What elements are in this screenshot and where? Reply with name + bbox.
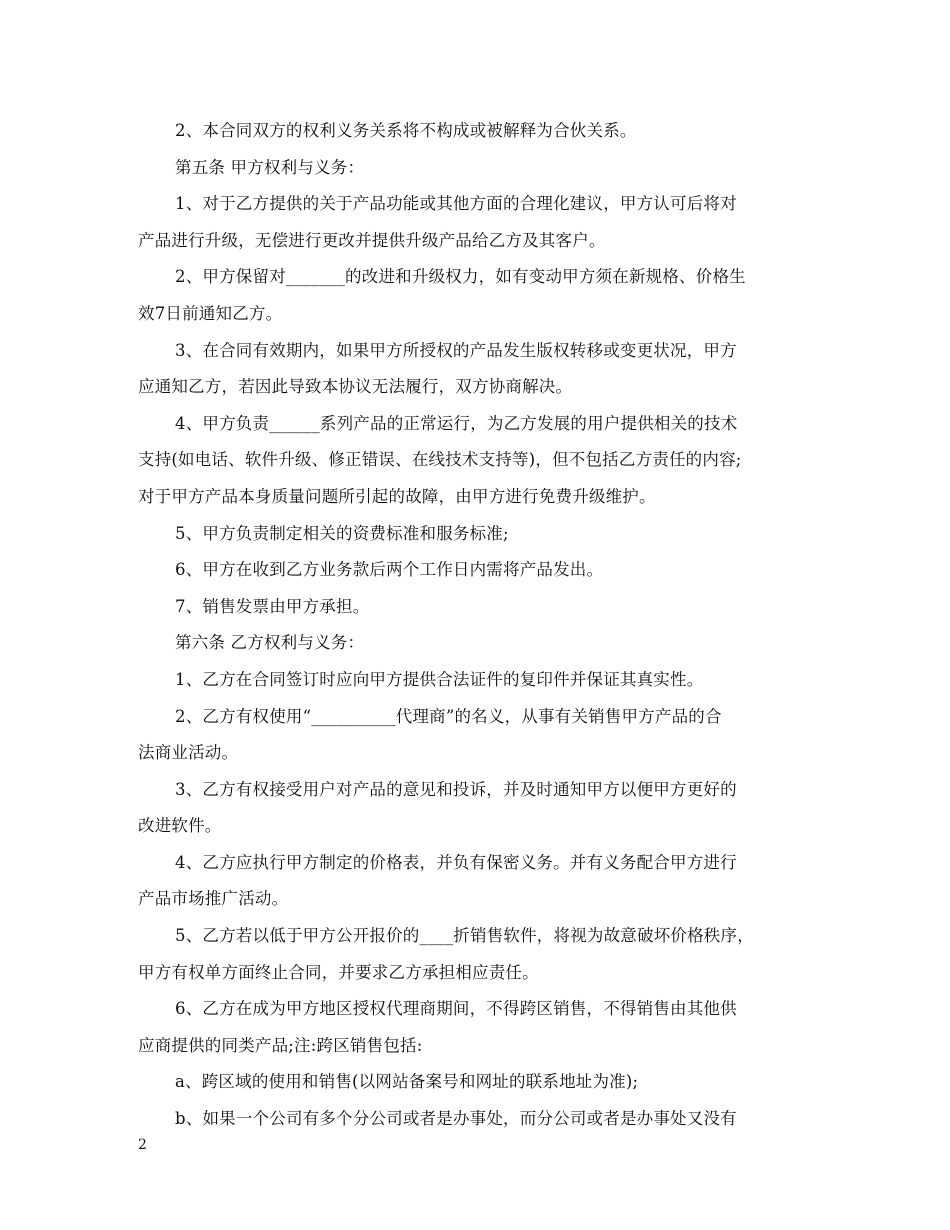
text-line: 2、甲方保留对_______的改进和升级权力，如有变动甲方须在新规格、价格生: [175, 267, 746, 287]
text-line: 2、乙方有权使用“__________代理商”的名义，从事有关销售甲方产品的合: [175, 706, 722, 726]
text-line: 产品进行升级，无偿进行更改并提供升级产品给乙方及其客户。: [138, 230, 606, 250]
text-line: 4、甲方负责______系列产品的正常运行，为乙方发展的用户提供相关的技术: [175, 413, 738, 433]
text-line: 6、乙方在成为甲方地区授权代理商期间，不得跨区销售，不得销售由其他供: [175, 999, 737, 1019]
text-line: 7、销售发票由甲方承担。: [175, 596, 370, 616]
text-line: a、跨区域的使用和销售(以网站备案号和网址的联系地址为准);: [175, 1072, 639, 1092]
text-line: 4、乙方应执行甲方制定的价格表，并负有保密义务。并有义务配合甲方进行: [175, 852, 737, 872]
text-line: 支持(如电话、软件升级、修正错误、在线技术支持等)，但不包括乙方责任的内容;: [138, 450, 742, 470]
text-line: 改进软件。: [138, 816, 222, 836]
text-line: 应商提供的同类产品;注:跨区销售包括:: [138, 1035, 423, 1055]
text-line: 3、在合同有效期内，如果甲方所授权的产品发生版权转移或变更状况，甲方: [175, 340, 737, 360]
text-line: 5、乙方若以低于甲方公开报价的____折销售软件，将视为故意破坏价格秩序，: [175, 926, 754, 946]
text-line: 5、甲方负责制定相关的资费标准和服务标准;: [175, 523, 509, 543]
text-line: 法商业活动。: [138, 743, 239, 763]
text-line: 甲方有权单方面终止合同，并要求乙方承担相应责任。: [138, 962, 539, 982]
text-line: 第六条 乙方权利与义务：: [175, 633, 365, 653]
text-line: 2、本合同双方的权利义务关系将不构成或被解释为合伙关系。: [175, 121, 637, 140]
text-line: 应通知乙方，若因此导致本协议无法履行，双方协商解决。: [138, 377, 573, 397]
text-line: 1、乙方在合同签订时应向甲方提供合法证件的复印件并保证其真实性。: [175, 669, 704, 689]
text-line: 对于甲方产品本身质量问题所引起的故障，由甲方进行免费升级维护。: [138, 486, 656, 506]
text-line: 1、对于乙方提供的关于产品功能或其他方面的合理化建议，甲方认可后将对: [175, 194, 737, 214]
text-line: 3、乙方有权接受用户对产品的意见和投诉，并及时通知甲方以便甲方更好的: [175, 779, 737, 799]
text-line: b、如果一个公司有多个分公司或者是办事处，而分公司或者是办事处又没有: [175, 1109, 737, 1129]
text-line: 第五条 甲方权利与义务：: [175, 157, 365, 177]
text-line: 6、甲方在收到乙方业务款后两个工作日内需将产品发出。: [175, 560, 604, 580]
page-number: 2: [138, 1137, 147, 1153]
contract-body-text: [138, 113, 818, 1138]
text-line: 产品市场推广活动。: [138, 889, 289, 909]
text-line: 效7日前通知乙方。: [138, 303, 283, 323]
